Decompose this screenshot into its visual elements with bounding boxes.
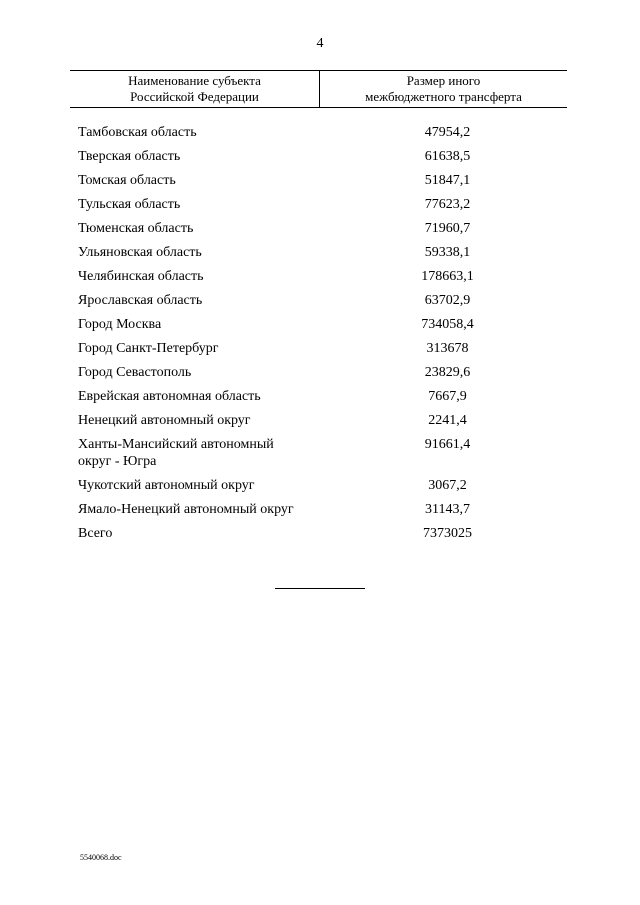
transfer-amount-cell: 7373025 <box>423 526 472 541</box>
subject-name-line: Ямало-Ненецкий автономный округ <box>78 502 294 517</box>
subject-name-cell <box>78 412 328 429</box>
header-subject-name <box>70 71 319 107</box>
subject-name-cell <box>78 172 328 189</box>
page-number: 4 <box>316 36 324 51</box>
table-row <box>78 124 567 148</box>
table-row <box>78 268 567 292</box>
table-row <box>78 220 567 244</box>
header-subject-name-line: Российской Федерации <box>130 89 259 104</box>
subject-name-cell <box>78 364 328 381</box>
transfer-amount-cell: 2241,4 <box>428 413 467 428</box>
transfer-amount-cell: 734058,4 <box>421 317 474 332</box>
table-row <box>78 148 567 172</box>
transfer-amount-cell: 313678 <box>426 341 469 356</box>
subject-name-cell <box>78 316 328 333</box>
document-id: 5540068.doc <box>80 853 122 862</box>
subject-name-cell <box>78 525 328 542</box>
table-row <box>78 196 567 220</box>
table-row <box>78 477 567 501</box>
subject-name-line: Ненецкий автономный округ <box>78 413 251 428</box>
transfer-amount-cell: 91661,4 <box>424 437 471 452</box>
subject-name-line: Ханты-Мансийский автономный <box>78 437 274 452</box>
transfer-amount-cell: 51847,1 <box>424 173 471 188</box>
subject-name-cell <box>78 292 328 309</box>
table-header <box>70 70 567 108</box>
transfer-amount-cell: 71960,7 <box>424 221 471 236</box>
table-body <box>78 124 567 549</box>
subject-name-cell <box>78 196 328 213</box>
subject-name-line: Тамбовская область <box>78 125 197 140</box>
subject-name-cell <box>78 340 328 357</box>
transfer-amount-cell: 3067,2 <box>428 478 467 493</box>
transfer-amount-cell: 7667,9 <box>428 389 467 404</box>
subject-name-cell <box>78 148 328 165</box>
transfer-amount-cell: 61638,5 <box>424 149 471 164</box>
subject-name-cell <box>78 501 328 518</box>
table-row <box>78 244 567 268</box>
subject-name-cell <box>78 124 328 141</box>
subject-name-cell <box>78 244 328 261</box>
subject-name-line: Чукотский автономный округ <box>78 478 255 493</box>
subject-name-cell <box>78 220 328 237</box>
subject-name-cell <box>78 436 328 470</box>
subject-name-line: Челябинская область <box>78 269 204 284</box>
transfer-amount-cell: 47954,2 <box>424 125 471 140</box>
table-row <box>78 292 567 316</box>
subject-name-line: Ульяновская область <box>78 245 202 260</box>
subject-name-cell <box>78 268 328 285</box>
subject-name-line: Ярославская область <box>78 293 203 308</box>
subject-name-cell <box>78 477 328 494</box>
table-row <box>78 525 567 549</box>
subject-name-line: Город Москва <box>78 317 162 332</box>
subject-name-line: Город Севастополь <box>78 365 192 380</box>
table-row <box>78 364 567 388</box>
transfer-amount-cell: 23829,6 <box>424 365 471 380</box>
table-row <box>78 388 567 412</box>
transfer-amount-cell: 31143,7 <box>425 502 470 517</box>
subject-name-cell <box>78 388 328 405</box>
subject-name-line: Тюменская область <box>78 221 194 236</box>
table-row <box>78 316 567 340</box>
subject-name-line: Город Санкт-Петербург <box>78 341 219 356</box>
header-subject-name-line: Наименование субъекта <box>128 73 261 88</box>
table-row <box>78 340 567 364</box>
header-transfer-amount <box>319 71 567 107</box>
separator-line <box>275 588 365 589</box>
subject-name-line: Всего <box>78 526 113 541</box>
header-transfer-amount-line: Размер иного <box>406 73 481 88</box>
transfer-amount-cell: 59338,1 <box>424 245 471 260</box>
table-row <box>78 412 567 436</box>
subject-name-line: Томская область <box>78 173 176 188</box>
transfer-amount-cell: 77623,2 <box>424 197 471 212</box>
transfer-amount-cell: 178663,1 <box>421 269 474 284</box>
table-row <box>78 172 567 196</box>
subject-name-line: Тульская область <box>78 197 181 212</box>
subject-name-line: Еврейская автономная область <box>78 389 261 404</box>
header-transfer-amount-line: межбюджетного трансферта <box>365 89 522 104</box>
table-row <box>78 436 567 477</box>
table-row <box>78 501 567 525</box>
subject-name-line: округ - Югра <box>78 454 157 469</box>
subject-name-line: Тверская область <box>78 149 181 164</box>
transfer-amount-cell: 63702,9 <box>424 293 471 308</box>
